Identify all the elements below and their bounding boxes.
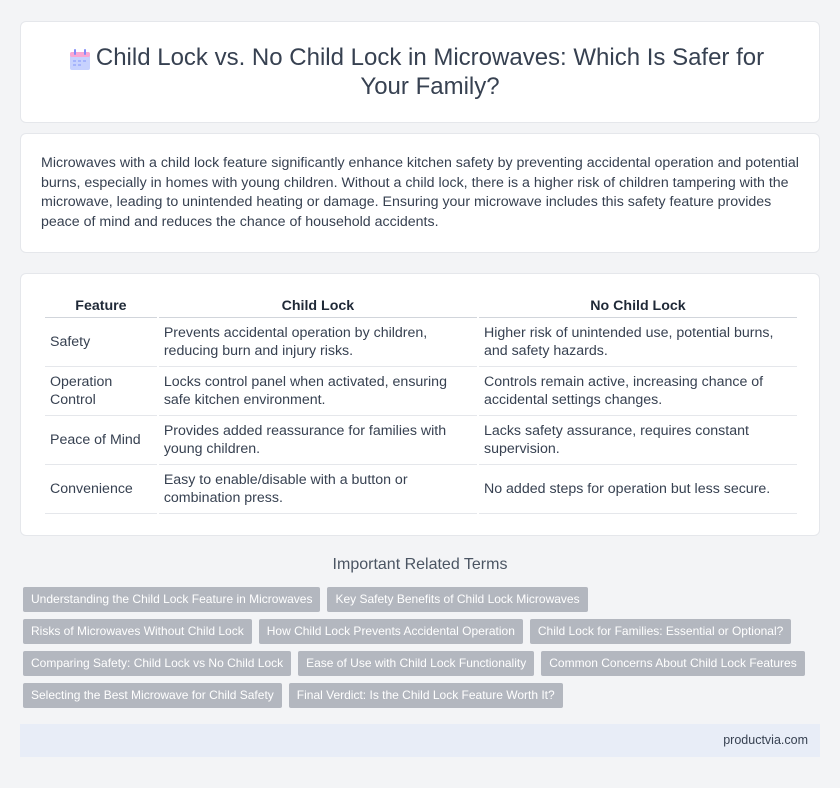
calendar-icon (67, 47, 93, 73)
tag-link[interactable]: How Child Lock Prevents Accidental Operation (259, 619, 523, 644)
intro-text: Microwaves with a child lock feature significantly enhance kitchen safety by preventing accidental operation and potential burns, especially in homes with young children. Without a child lock, there is a higher risk of children tampering with the microwave, leading to unintended heating or damage. Ensuring your microwave includes this safety feature provides peace of mind and reduces the chance of household accidents. (41, 155, 799, 230)
row-child-lock: Easy to enable/disable with a button or combination press. (159, 465, 477, 514)
comparison-card (20, 273, 820, 536)
table-row (45, 367, 797, 416)
table-header-row (45, 294, 797, 318)
tag-link[interactable]: Common Concerns About Child Lock Features (541, 651, 804, 676)
table-row (45, 318, 797, 367)
site-name[interactable]: productvia.com (723, 733, 808, 747)
tag-link[interactable]: Ease of Use with Child Lock Functionality (298, 651, 534, 676)
row-feature: Peace of Mind (45, 416, 157, 465)
tag-link[interactable]: Understanding the Child Lock Feature in Microwaves (23, 587, 320, 612)
tag-link[interactable]: Key Safety Benefits of Child Lock Microwaves (327, 587, 587, 612)
row-no-child-lock: Lacks safety assurance, requires constant supervision. (479, 416, 797, 465)
tag-link[interactable]: Final Verdict: Is the Child Lock Feature Worth It? (289, 683, 563, 708)
row-no-child-lock: Controls remain active, increasing chance of accidental settings changes. (479, 367, 797, 416)
intro-card (20, 133, 820, 253)
row-child-lock: Locks control panel when activated, ensuring safe kitchen environment. (159, 367, 477, 416)
tag-list (20, 587, 820, 708)
tag-link[interactable]: Comparing Safety: Child Lock vs No Child Lock (23, 651, 291, 676)
title-card (20, 21, 820, 123)
row-feature: Operation Control (45, 367, 157, 416)
row-no-child-lock: No added steps for operation but less secure. (479, 465, 797, 514)
footer (20, 724, 820, 757)
header-no-child-lock: No Child Lock (479, 294, 797, 318)
header-child-lock: Child Lock (159, 294, 477, 318)
tag-link[interactable]: Selecting the Best Microwave for Child Safety (23, 683, 282, 708)
comparison-table (43, 294, 799, 514)
row-child-lock: Provides added reassurance for families with young children. (159, 416, 477, 465)
tag-link[interactable]: Risks of Microwaves Without Child Lock (23, 619, 252, 644)
row-no-child-lock: Higher risk of unintended use, potential burns, and safety hazards. (479, 318, 797, 367)
row-feature: Convenience (45, 465, 157, 514)
table-row (45, 416, 797, 465)
related-heading: Important Related Terms (332, 556, 508, 573)
table-row (45, 465, 797, 514)
tag-link[interactable]: Child Lock for Families: Essential or Optional? (530, 619, 791, 644)
page-title: Child Lock vs. No Child Lock in Microwaves: Which Is Safer for Your Family? (95, 44, 765, 100)
related-terms (20, 556, 820, 708)
row-child-lock: Prevents accidental operation by children, reducing burn and injury risks. (159, 318, 477, 367)
row-feature: Safety (45, 318, 157, 367)
header-feature: Feature (45, 294, 157, 318)
